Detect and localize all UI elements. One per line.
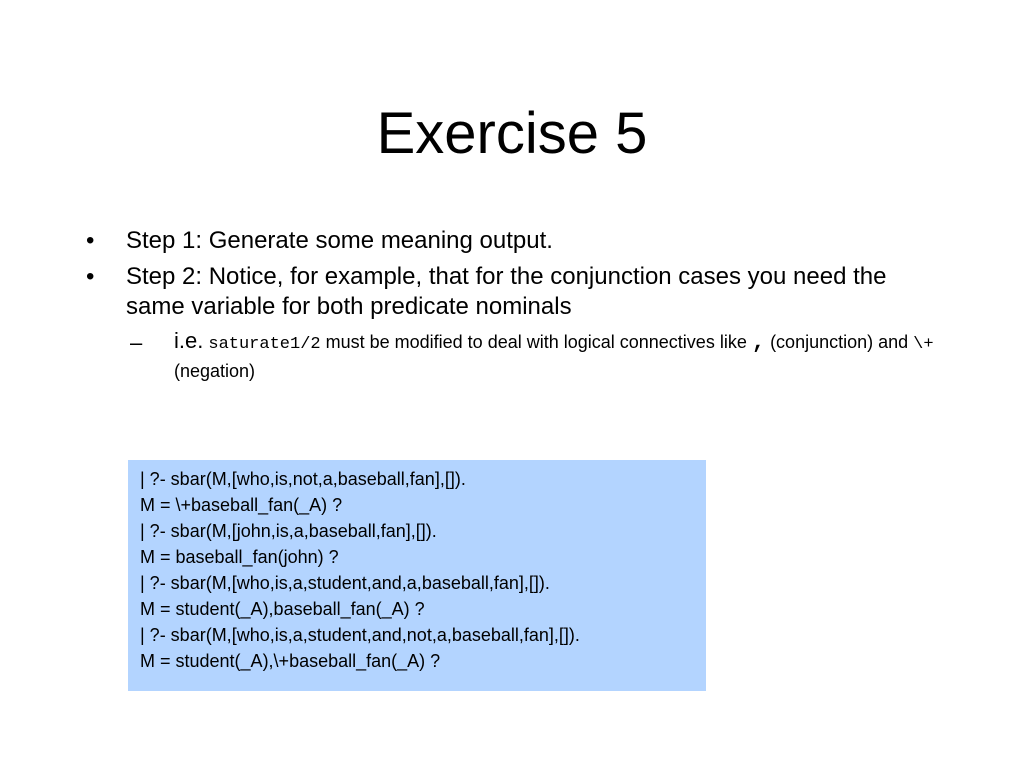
slide-title: Exercise 5	[376, 101, 648, 166]
bullet-text: Step 1: Generate some meaning output.	[126, 227, 553, 254]
bullet-text: Step 2: Notice, for example, that for the conjunction cases you need the same variable for both predicate nominals	[126, 263, 887, 320]
bullet-dot-icon: •	[86, 227, 95, 254]
code-line: | ?- sbar(M,[who,is,a,student,and,not,a,baseball,fan],[]).	[140, 625, 580, 645]
sub-bullet-code-negation: \+	[913, 335, 934, 354]
code-line: M = baseball_fan(john) ?	[140, 547, 339, 567]
code-line: M = student(_A),\+baseball_fan(_A) ?	[140, 651, 441, 671]
bullet-list	[84, 226, 944, 384]
bullet-dot-icon: •	[86, 263, 95, 290]
code-box	[128, 460, 706, 691]
sub-bullet-text-2: (conjunction) and	[770, 332, 909, 352]
sub-bullet-text-3: (negation)	[174, 361, 256, 381]
bullet-item	[84, 226, 944, 256]
sub-bullet-code-predicate: saturate1/2	[208, 335, 321, 354]
sub-bullet-item	[130, 328, 944, 384]
code-line: | ?- sbar(M,[who,is,not,a,baseball,fan],[]).	[140, 469, 466, 489]
code-line: | ?- sbar(M,[who,is,a,student,and,a,baseball,fan],[]).	[140, 573, 550, 593]
code-line: M = student(_A),baseball_fan(_A) ?	[140, 599, 425, 619]
sub-bullet-text-1: must be modified to deal with logical connectives like	[325, 332, 747, 352]
code-line: M = \+baseball_fan(_A) ?	[140, 495, 343, 515]
sub-bullet-ie: i.e.	[174, 328, 204, 353]
bullet-item	[84, 262, 944, 322]
dash-icon: –	[130, 330, 143, 355]
code-line: | ?- sbar(M,[john,is,a,baseball,fan],[]).	[140, 521, 437, 541]
sub-bullet-comma: ,	[751, 330, 766, 355]
